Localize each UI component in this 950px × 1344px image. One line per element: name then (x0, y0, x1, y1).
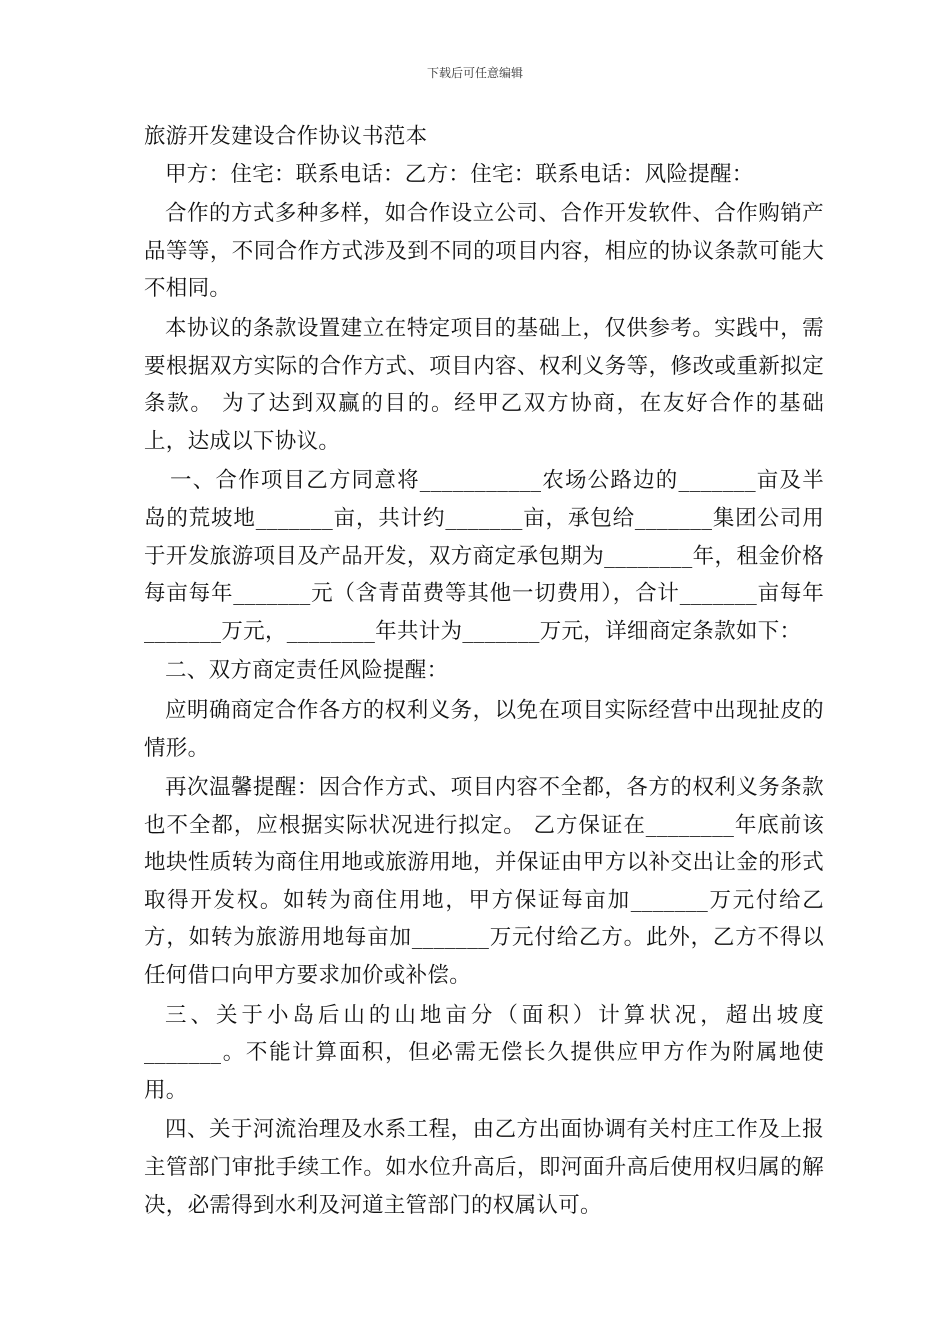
page-header-note: 下载后可任意编辑 (426, 66, 523, 80)
paragraph-warm-reminder: 再次温馨提醒：因合作方式、项目内容不全都，各方的权利义务条款也不全都，应根据实际状况进行拟定。 乙方保证在________年底前该地块性质转为商住用地或旅游用地，并保证由甲方以补交出让金的形式取得开发权。如转为商住用地，甲方保证每亩加_______万元付给乙方，如转为旅游用地每亩加_______万元付给乙方。此外，乙方不得以任何借口向甲方要求加价或补偿。 (144, 775, 824, 989)
paragraph-parties: 甲方：住宅：联系电话：乙方：住宅：联系电话：风险提醒： (165, 161, 754, 187)
paragraph-cooperation-methods: 合作的方式多种多样，如合作设立公司、合作开发软件、合作购销产品等等，不同合作方式涉及到不同的项目内容，相应的协议条款可能大不相同。 (144, 201, 824, 302)
paragraph-clause-4: 四、关于河流治理及水系工程，由乙方出面协调有关村庄工作及上报主管部门审批手续工作。如水位升高后，即河面升高后使用权归属的解决，必需得到水利及河道主管部门的权属认可。 (144, 1117, 824, 1218)
paragraph-clause-2-heading: 二、双方商定责任风险提醒： (165, 658, 449, 684)
paragraph-rights-reminder: 应明确商定合作各方的权利义务，以免在项目实际经营中出现扯皮的情形。 (144, 697, 824, 761)
paragraph-agreement-basis: 本协议的条款设置建立在特定项目的基础上，仅供参考。实践中，需要根据双方实际的合作方式、项目内容、权利义务等，修改或重新拟定条款。 为了达到双赢的目的。经甲乙双方协商，在友好合作的基础上，达成以下协议。 (144, 315, 824, 454)
document-body (144, 118, 824, 1224)
paragraph-clause-3: 三、关于小岛后山的山地亩分（面积）计算状况，超出坡度_______。不能计算面积，但必需无偿长久提供应甲方作为附属地使用。 (144, 1002, 824, 1103)
document-title: 旅游开发建设合作协议书范本 (144, 124, 428, 149)
paragraph-clause-1: 一、合作项目乙方同意将___________农场公路边的_______亩及半岛的荒坡地_______亩，共计约_______亩，承包给_______集团公司用于开发旅游项目及产品开发，双方商定承包期为________年，租金价格每亩每年_______元（含青苗费等其他一切费用），合计_______亩每年_______万元，________年共计为_______万元，详细商定条款如下： (144, 468, 824, 644)
